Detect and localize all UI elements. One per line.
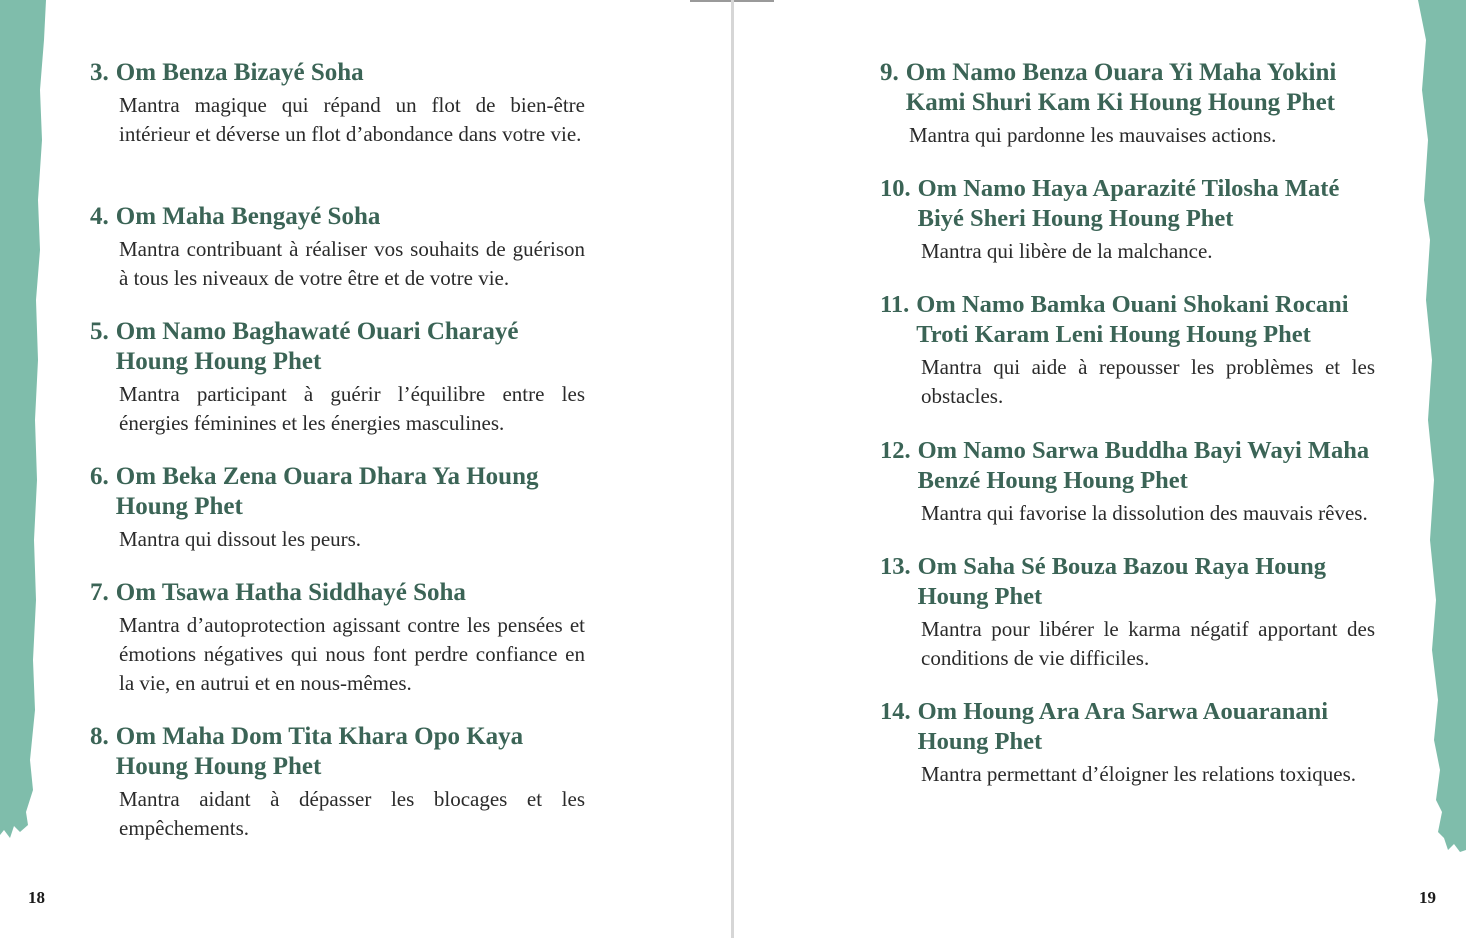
mantra-name: Om Namo Haya Aparazité Tilosha Maté Biyé Sheri Houng Houng Phet xyxy=(917,175,1340,232)
mantra-description: Mantra qui aide à repousser les problèmes et les obstacles. xyxy=(921,355,1375,408)
mantra-title xyxy=(90,202,590,232)
mantra-name: Om Houng Ara Ara Sarwa Aouaranani Houng Phet xyxy=(917,698,1329,755)
mantra-item xyxy=(880,174,1380,266)
mantra-item xyxy=(90,722,590,843)
mantra-title xyxy=(90,58,590,88)
page-number-right: 19 xyxy=(1419,888,1436,907)
mantra-number: 5. xyxy=(90,318,109,345)
mantra-title xyxy=(880,436,1380,496)
mantra-item xyxy=(90,202,590,293)
mantra-item xyxy=(880,58,1380,150)
mantra-description: Mantra qui favorise la dissolution des mauvais rêves. xyxy=(921,501,1368,525)
mantra-name: Om Namo Baghawaté Ouari Charayé Houng Houng Phet xyxy=(115,318,519,375)
mantra-description: Mantra contribuant à réaliser vos souhaits de guérison à tous les niveaux de votre être et de votre vie. xyxy=(119,237,585,290)
mantra-title xyxy=(90,462,590,522)
mantra-name: Om Maha Dom Tita Khara Opo Kaya Houng Houng Phet xyxy=(115,723,524,780)
page-number-left: 18 xyxy=(28,888,45,907)
mantra-description: Mantra participant à guérir l’équilibre entre les énergies féminines et les énergies masculines. xyxy=(119,382,585,435)
mantra-description: Mantra qui pardonne les mauvaises actions. xyxy=(909,123,1277,147)
mantra-name: Om Namo Sarwa Buddha Bayi Wayi Maha Benzé Houng Houng Phet xyxy=(917,437,1370,494)
mantra-number: 10. xyxy=(880,175,911,202)
page-left xyxy=(0,0,732,938)
mantra-item xyxy=(880,552,1380,673)
mantra-description: Mantra aidant à dépasser les blocages et les empêchements. xyxy=(119,787,585,840)
mantra-title xyxy=(880,290,1380,350)
mantra-title xyxy=(880,174,1380,234)
mantra-description: Mantra pour libérer le karma négatif apportant des conditions de vie difficiles. xyxy=(921,617,1375,670)
mantra-name: Om Saha Sé Bouza Bazou Raya Houng Houng Phet xyxy=(917,553,1327,610)
mantra-number: 7. xyxy=(90,579,109,606)
mantra-number: 12. xyxy=(880,437,911,464)
mantra-item xyxy=(880,290,1380,411)
mantra-name: Om Namo Bamka Ouani Shokani Rocani Troti Karam Leni Houng Houng Phet xyxy=(916,291,1349,348)
mantra-description: Mantra qui libère de la malchance. xyxy=(921,239,1213,263)
page-right xyxy=(734,0,1466,938)
mantra-number: 4. xyxy=(90,203,109,230)
mantra-title xyxy=(880,552,1380,612)
mantra-item xyxy=(90,578,590,698)
mantra-title xyxy=(90,578,590,608)
mantra-number: 3. xyxy=(90,59,109,86)
mantra-description: Mantra magique qui répand un flot de bien-être intérieur et déverse un flot d’abondance dans votre vie. xyxy=(119,93,585,146)
mantra-description: Mantra d’autoprotection agissant contre les pensées et émotions négatives qui nous font perdre confiance en la vie, en autrui et en nous-mêmes. xyxy=(119,613,585,695)
mantra-name: Om Maha Bengayé Soha xyxy=(115,203,381,230)
mantra-title xyxy=(90,317,590,377)
mantra-name: Om Namo Benza Ouara Yi Maha Yokini Kami Shuri Kam Ki Houng Houng Phet xyxy=(905,59,1337,116)
mantra-number: 8. xyxy=(90,723,109,750)
mantra-item xyxy=(90,462,590,554)
mantra-item xyxy=(880,697,1380,789)
mantra-number: 6. xyxy=(90,463,109,490)
mantra-item xyxy=(880,436,1380,528)
mantra-number: 14. xyxy=(880,698,911,725)
mantra-name: Om Beka Zena Ouara Dhara Ya Houng Houng Phet xyxy=(115,463,539,520)
mantra-name: Om Tsawa Hatha Siddhayé Soha xyxy=(115,579,466,606)
mantra-item xyxy=(90,58,590,149)
mantra-number: 11. xyxy=(880,291,910,318)
mantra-number: 13. xyxy=(880,553,911,580)
mantra-number: 9. xyxy=(880,59,899,86)
mantra-item xyxy=(90,317,590,438)
mantra-description: Mantra qui dissout les peurs. xyxy=(119,527,362,551)
mantra-description: Mantra permettant d’éloigner les relations toxiques. xyxy=(921,762,1357,786)
mantra-title xyxy=(880,697,1380,757)
mantra-title xyxy=(880,58,1380,118)
mantra-name: Om Benza Bizayé Soha xyxy=(115,59,364,86)
mantra-title xyxy=(90,722,590,782)
